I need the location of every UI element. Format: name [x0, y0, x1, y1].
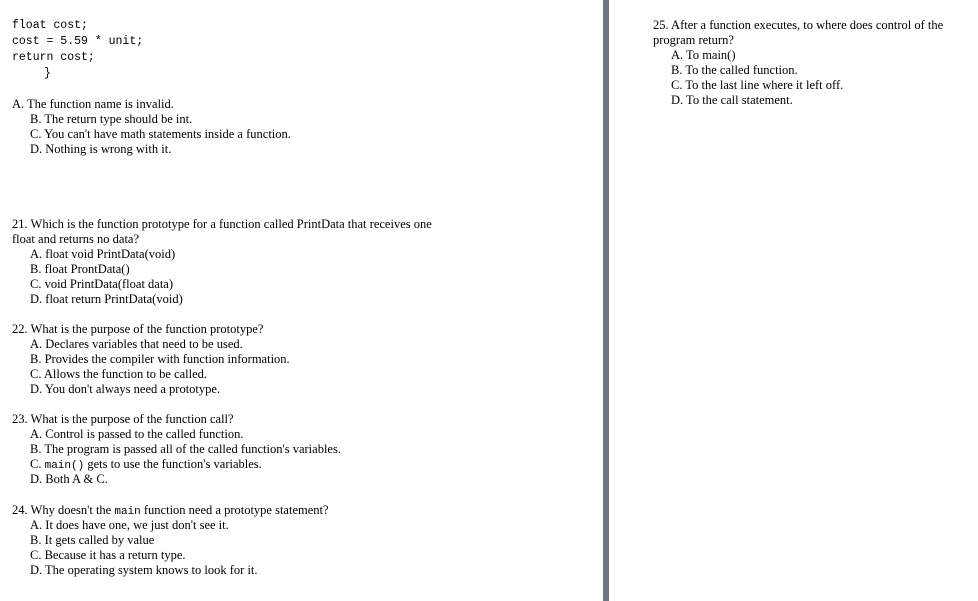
- option-b: B. To the called function.: [671, 63, 798, 77]
- question-20-options: [12, 97, 291, 157]
- option-d: D. Both A & C.: [30, 472, 108, 486]
- question-text: 22. What is the purpose of the function prototype?: [12, 322, 264, 336]
- question-text-part: function need a prototype statement?: [140, 503, 329, 517]
- code-inline: main(): [44, 460, 85, 472]
- right-column: [609, 0, 978, 601]
- question-text: [12, 503, 329, 518]
- question-text: 23. What is the purpose of the function call?: [12, 412, 234, 426]
- question-text-part: 24. Why doesn't the: [12, 503, 115, 517]
- option-c: C. Allows the function to be called.: [30, 367, 208, 381]
- option-a: A. It does have one, we just don't see it.: [30, 518, 229, 532]
- question-text: 21. Which is the function prototype for a function called PrintData that receives one float and returns no data?: [12, 217, 432, 246]
- option-c: C. void PrintData(float data): [30, 277, 174, 291]
- question-21: [12, 217, 452, 307]
- option-b: B. The program is passed all of the called function's variables.: [30, 442, 341, 456]
- question-23: [12, 412, 341, 487]
- option-a: A. To main(): [671, 48, 736, 62]
- code-line: return cost;: [12, 51, 95, 64]
- option-d: D. Nothing is wrong with it.: [30, 142, 172, 156]
- code-line: }: [44, 67, 51, 80]
- question-text: 25. After a function executes, to where does control of the program return?: [653, 18, 944, 47]
- code-inline: main: [114, 506, 141, 518]
- option-d: D. You don't always need a prototype.: [30, 382, 221, 396]
- option-c: C. Because it has a return type.: [30, 548, 186, 562]
- option-d: D. float return PrintData(void): [30, 292, 183, 306]
- option-c-prefix: C.: [30, 457, 45, 471]
- option-d: D. To the call statement.: [671, 93, 793, 107]
- code-line: cost = 5.59 * unit;: [12, 35, 144, 48]
- option-a: A. float void PrintData(void): [30, 247, 176, 261]
- option-d: D. The operating system knows to look for it.: [30, 563, 258, 577]
- option-b: B. float ProntData(): [30, 262, 130, 276]
- option-b: B. Provides the compiler with function information.: [30, 352, 290, 366]
- code-line: float cost;: [12, 19, 88, 32]
- question-22: [12, 322, 290, 397]
- option-b: B. The return type should be int.: [30, 112, 193, 126]
- option-c: C. You can't have math statements inside a function.: [30, 127, 291, 141]
- option-c-text: gets to use the function's variables.: [84, 457, 262, 471]
- option-a: A. Control is passed to the called function.: [30, 427, 244, 441]
- option-a: A. The function name is invalid.: [12, 97, 174, 111]
- option-b: B. It gets called by value: [30, 533, 155, 547]
- question-24: [12, 503, 329, 578]
- option-c: C. To the last line where it left off.: [671, 78, 844, 92]
- code-snippet: [12, 18, 143, 82]
- option-a: A. Declares variables that need to be used.: [30, 337, 243, 351]
- question-25: [653, 18, 965, 108]
- option-c: [12, 457, 341, 472]
